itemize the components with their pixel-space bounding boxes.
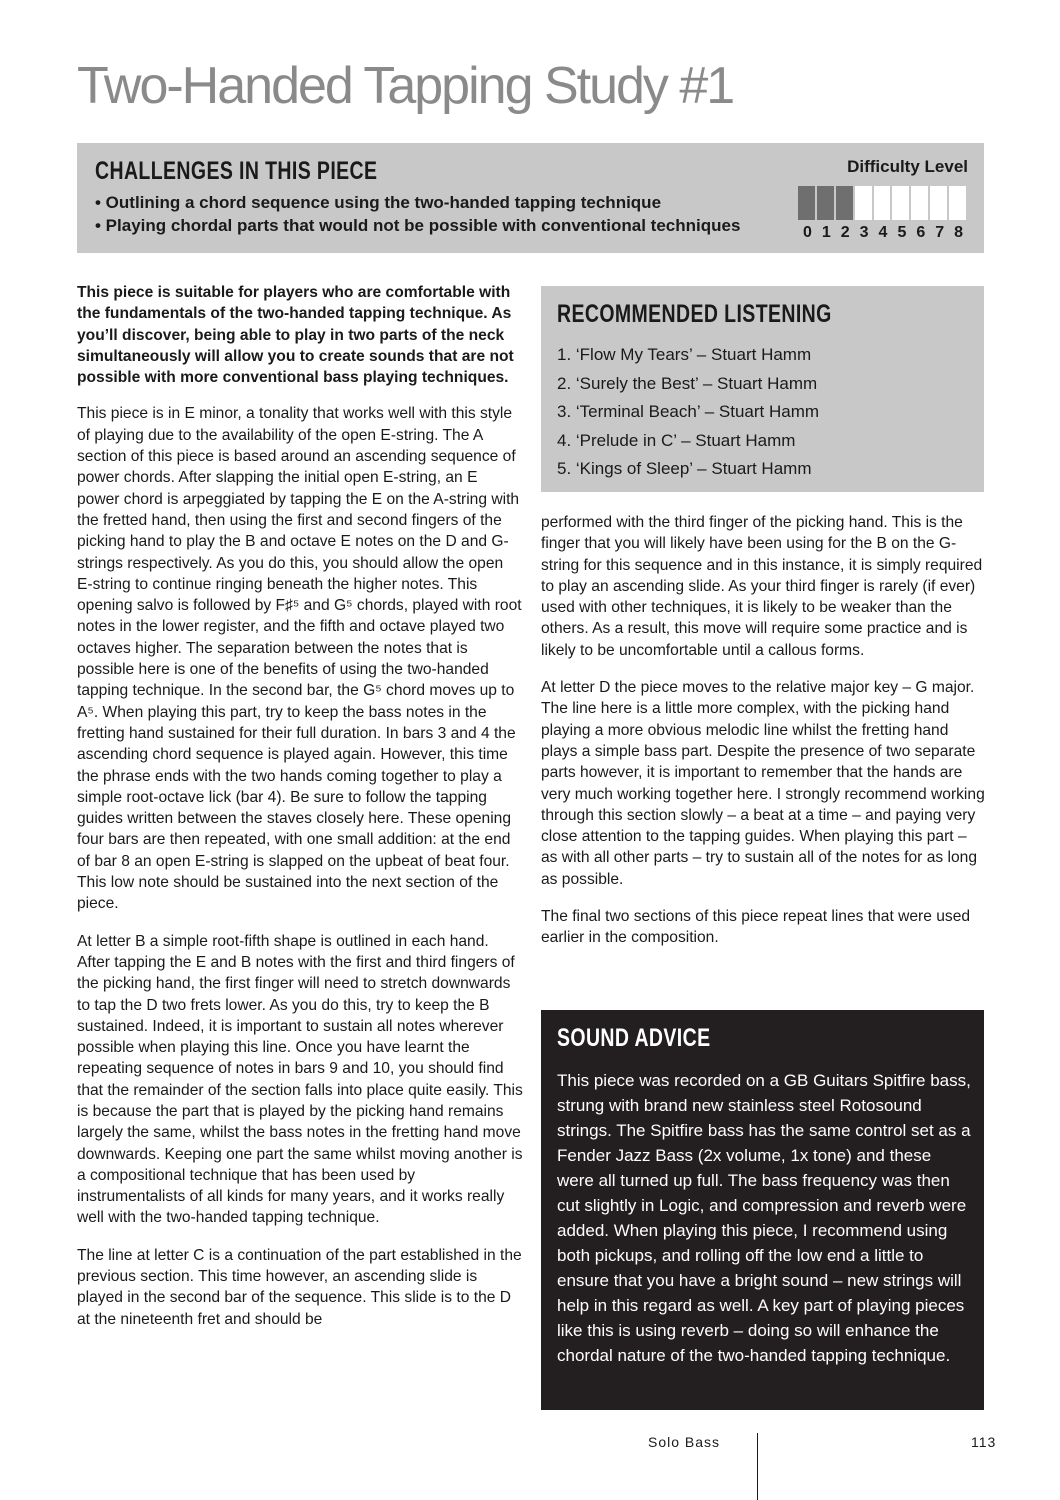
difficulty-cell (817, 186, 834, 220)
body-paragraph: At letter D the piece moves to the relative major key – G major. The line here is a little more complex, with the picking hand playing a more obvious melodic line whilst the fretting hand plays a simple bass part. Despite the presence of two separate parts however, it is important to remember that the hands are very much working together here. I strongly recommend working through this section slowly – a beat at a time – and paying very close attention to the tapping guides. When playing this part – as with all other parts – try to sustain all of the notes for as long as possible. (541, 679, 985, 888)
difficulty-number: 0 (802, 224, 812, 241)
difficulty-cell (949, 186, 966, 220)
body-paragraph: The final two sections of this piece repeat lines that were used earlier in the composition. (541, 908, 971, 947)
difficulty-cell (836, 186, 853, 220)
difficulty-cell (855, 186, 872, 220)
listening-item: 5. ‘Kings of Sleep’ – Stuart Hamm (557, 459, 812, 478)
challenge-item: • Outlining a chord sequence using the two-handed tapping technique (95, 193, 662, 212)
challenges-heading: CHALLENGES IN THIS PIECE (95, 157, 378, 185)
difficulty-cell (798, 186, 815, 220)
body-paragraph: The line at letter C is a continuation of the part established in the previous section. This time however, an ascending slide is played in the second bar of the sequence. This slide is to the D at the nineteenth fret and should be (77, 1246, 522, 1328)
sound-advice-box (541, 1010, 984, 1410)
body-paragraph: performed with the third finger of the picking hand. This is the finger that you will likely have been using for the B on the G-string for this sequence and in this instance, it is simply required to play an ascending slide. As your third finger is rarely (if ever) used with other techniques, it is likely to be weaker than the others. As a result, this move will require some practice and is likely to be uncomfortable until a callous forms. (541, 514, 983, 659)
difficulty-number: 7 (935, 224, 945, 241)
difficulty-cell (874, 186, 891, 220)
difficulty-cell (911, 186, 928, 220)
difficulty-number: 6 (916, 224, 926, 241)
difficulty-number: 8 (954, 224, 964, 241)
difficulty-scale (798, 224, 968, 242)
challenges-box (77, 143, 984, 253)
challenges-list (95, 191, 740, 237)
difficulty-meter (798, 157, 968, 242)
difficulty-number: 4 (878, 224, 888, 241)
difficulty-number: 5 (897, 224, 907, 241)
difficulty-number: 2 (840, 224, 850, 241)
difficulty-label: Difficulty Level (847, 157, 968, 176)
difficulty-cell (892, 186, 909, 220)
right-column (541, 512, 985, 965)
challenge-item: • Playing chordal parts that would not be possible with conventional techniques (95, 216, 741, 235)
listening-item: 1. ‘Flow My Tears’ – Stuart Hamm (557, 345, 812, 364)
listening-item: 4. ‘Prelude in C’ – Stuart Hamm (557, 430, 796, 450)
advice-text: This piece was recorded on a GB Guitars Spitfire bass, strung with brand new stainless steel Rotosound strings. The Spitfire bass has the same control set as a Fender Jazz Bass (2x volume, 1x tone) and these were all turned up full. The bass frequency was then cut slightly in Logic, and compression and reverb were added. When playing this piece, I recommend using both pickups, and rolling off the low end a little to ensure that you have a bright sound – new strings will help in this regard as well. A key part of playing pieces like this is using reverb – doing so will enhance the chordal nature of the two-handed tapping technique. (557, 1071, 971, 1365)
footer-divider (757, 1433, 758, 1500)
listening-item: 2. ‘Surely the Best’ – Stuart Hamm (557, 373, 818, 393)
listening-heading: RECOMMENDED LISTENING (557, 300, 832, 328)
recommended-listening-box (541, 286, 984, 492)
page-title: Two-Handed Tapping Study #1 (77, 57, 734, 115)
left-column (77, 282, 523, 1346)
body-paragraph: This piece is in E minor, a tonality that works well with this style of playing due to the availability of the open E-string. The A section of this piece is based around an ascending sequence of power chords. After slapping the initial open E-string, an E power chord is arpeggiated by tapping the E on the A-string with the fretted hand, then using the first and second fingers of the picking hand to play the B and octave E notes on the D and G-strings respectively. As you do this, you should allow the open E-string to continue ringing beneath the higher notes. This opening salvo is followed by F♯⁵ and G⁵ chords, played with root notes in the lower register, and the fifth and octave played two octaves higher. The separation between the notes that is possible here is one of the benefits of using the two-handed tapping technique. In the second bar, the G⁵ chord moves up to A⁵. When playing this part, try to keep the bass notes in the fretting hand sustained for their full duration. In bars 3 and 4 the ascending chord sequence is played again. However, this time the phrase ends with the two hands coming together to play a simple root-octave lick (bar 4). Be sure to follow the tapping guides written between the staves closely here. These opening four bars are then repeated, with one small addition: at the end of bar 8 an open E-string is slapped on the upbeat of beat four. This low note should be sustained into the next section of the piece. (77, 405, 522, 913)
body-paragraph: At letter B a simple root-fifth shape is outlined in each hand. After tapping the E and B notes with the first and third fingers of the picking hand, the first finger will need to stretch downwards to tap the D two frets lower. As you do this, try to keep the B sustained. Indeed, it is important to sustain all notes wherever possible when playing this line. Once you have learnt the repeating sequence of notes in bars 9 and 10, you should find that the remainder of the section falls into place quite easily. This is because the part that is played by the picking hand remains largely the same, whilst the bass notes in the fretting hand move downwards. Keeping one part the same whilst moving another is a compositional technique that has been used by instrumentalists of all kinds for many years, and it works really well with the two-handed tapping technique. (77, 932, 523, 1227)
listening-list (557, 341, 819, 484)
advice-heading: SOUND ADVICE (557, 1024, 711, 1052)
difficulty-bar (798, 186, 968, 220)
difficulty-number: 1 (821, 224, 831, 241)
difficulty-number: 3 (859, 224, 869, 241)
footer-book-title: Solo Bass (648, 1434, 721, 1450)
intro-paragraph: This piece is suitable for players who are comfortable with the fundamentals of the two-handed tapping technique. As you’ll discover, being able to play in two parts of the neck simultaneously will allow you to create sounds that are not possible with more conventional bass playing techniques. (77, 284, 514, 387)
listening-item: 3. ‘Terminal Beach’ – Stuart Hamm (557, 402, 820, 421)
page-number: 113 (971, 1434, 997, 1450)
difficulty-cell (930, 186, 947, 220)
